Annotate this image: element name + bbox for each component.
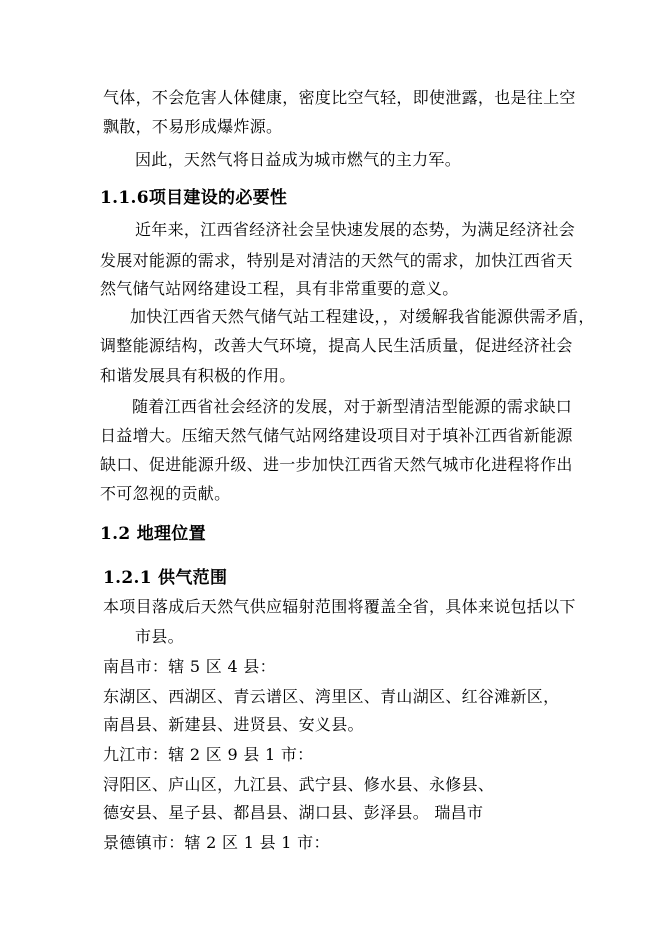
paragraph-line: 气体，不会危害人体健康，密度比空气轻，即使泄露，也是往上空 — [103, 88, 576, 107]
subsection-heading: 1.2.1 供气范围 — [103, 568, 228, 588]
city-line: 南昌市：辖 5 区 4 县： — [103, 657, 276, 676]
paragraph-line: 飘散，不易形成爆炸源。 — [103, 117, 283, 136]
paragraph-line: 近年来，江西省经济社会呈快速发展的态势，为满足经济社会 — [135, 220, 576, 239]
section-heading: 1.2 地理位置 — [100, 524, 206, 544]
district-line: 浔阳区、庐山区，九江县、武宁县、修水县、永修县、 — [103, 775, 495, 794]
district-line: 南昌县、新建县、进贤县、安义县。 — [103, 715, 364, 734]
paragraph-line: 和谐发展具有积极的作用。 — [100, 366, 296, 385]
paragraph-line: 日益增大。压缩天然气储气站网络建设项目对于填补江西省新能源 — [100, 426, 573, 445]
paragraph-line: 发展对能源的需求，特别是对清洁的天然气的需求，加快江西省天 — [100, 251, 573, 270]
section-heading: 1.1.6项目建设的必要性 — [100, 188, 288, 208]
paragraph-line: 市县。 — [135, 627, 184, 646]
paragraph-line: 调整能源结构，改善大气环境，提高人民生活质量，促进经济社会 — [100, 336, 573, 355]
city-line: 九江市：辖 2 区 9 县 1 市： — [103, 745, 314, 764]
district-line: 东湖区、西湖区、青云谱区、湾里区、青山湖区、红谷滩新区， — [103, 687, 560, 706]
paragraph-line: 不可忽视的贡献。 — [100, 484, 231, 503]
paragraph-line: 加快江西省天然气储气站工程建设，，对缓解我省能源供需矛盾， — [130, 307, 595, 326]
city-line: 景德镇市：辖 2 区 1 县 1 市： — [103, 833, 330, 852]
paragraph-line: 缺口、促进能源升级、进一步加快江西省天然气城市化进程将作出 — [100, 455, 573, 474]
paragraph-line: 本项目落成后天然气供应辐射范围将覆盖全省，具体来说包括以下 — [103, 597, 576, 616]
paragraph-line: 因此，天然气将日益成为城市燃气的主力军。 — [135, 150, 462, 169]
district-line: 德安县、星子县、都昌县、湖口县、彭泽县。 瑞昌市 — [103, 803, 484, 822]
paragraph-line: 然气储气站网络建设工程，具有非常重要的意义。 — [100, 279, 459, 298]
paragraph-line: 随着江西省社会经济的发展，对于新型清洁型能源的需求缺口 — [132, 397, 573, 416]
